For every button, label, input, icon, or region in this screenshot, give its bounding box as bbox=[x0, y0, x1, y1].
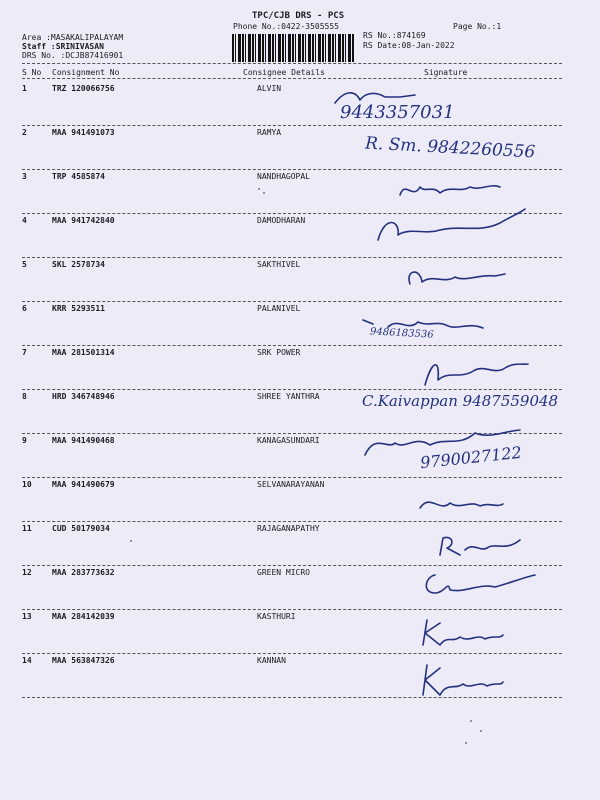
row-separator bbox=[22, 609, 562, 610]
row-consignment-number: MAA 941490679 bbox=[52, 480, 115, 489]
row-consignee-name: KASTHURI bbox=[257, 612, 296, 621]
signature-row-7 bbox=[420, 350, 530, 390]
handwritten-phone-row-9: 9790027122 bbox=[419, 442, 523, 473]
page-number: Page No.:1 bbox=[453, 22, 502, 31]
row-consignment-number: MAA 941742840 bbox=[52, 216, 115, 225]
col-header-sno: S No bbox=[22, 68, 42, 77]
handwritten-name-row-8: C.Kaivappan 9487559048 bbox=[362, 392, 559, 410]
row-consignment-number: MAA 941491073 bbox=[52, 128, 115, 137]
row-separator bbox=[22, 345, 562, 346]
row-consignment-number: HRD 346748946 bbox=[52, 392, 115, 401]
row-separator bbox=[22, 169, 562, 170]
scan-speck bbox=[465, 742, 467, 744]
col-header-consignment: Consignment No bbox=[52, 68, 120, 77]
scan-speck bbox=[470, 720, 472, 722]
row-consignment-number: SKL 2578734 bbox=[52, 260, 105, 269]
row-serial-number: 11 bbox=[22, 524, 32, 533]
scan-speck bbox=[263, 192, 265, 194]
row-serial-number: 10 bbox=[22, 480, 32, 489]
row-consignee-name: RAMYA bbox=[257, 128, 282, 137]
row-consignment-number: TRP 4585874 bbox=[52, 172, 105, 181]
row-consignee-name: GREEN MICRO bbox=[257, 568, 310, 577]
barcode bbox=[232, 34, 354, 62]
row-separator bbox=[22, 477, 562, 478]
row-serial-number: 5 bbox=[22, 260, 27, 269]
handwritten-phone-row-6: 9486183536 bbox=[369, 326, 434, 341]
signature-row-3 bbox=[395, 175, 505, 205]
row-separator bbox=[22, 125, 562, 126]
handwritten-phone-row-1: 9443357031 bbox=[340, 102, 455, 123]
row-consignee-name: SHREE YANTHRA bbox=[257, 392, 320, 401]
row-serial-number: 3 bbox=[22, 172, 27, 181]
signature-row-5 bbox=[400, 262, 510, 292]
row-consignee-name: SELVANARAYANAN bbox=[257, 480, 325, 489]
row-consignee-name: KANAGASUNDARI bbox=[257, 436, 320, 445]
row-serial-number: 9 bbox=[22, 436, 27, 445]
signature-row-4 bbox=[370, 205, 530, 250]
row-separator bbox=[22, 257, 562, 258]
drs-number: DRS No. :DCJB87416901 bbox=[22, 51, 124, 60]
row-serial-number: 14 bbox=[22, 656, 32, 665]
row-serial-number: 13 bbox=[22, 612, 32, 621]
row-consignee-name: ALVIN bbox=[257, 84, 282, 93]
scan-speck bbox=[480, 730, 482, 732]
row-consignee-name: RAJAGANAPATHY bbox=[257, 524, 320, 533]
row-serial-number: 6 bbox=[22, 304, 27, 313]
row-consignee-name: SRK POWER bbox=[257, 348, 301, 357]
phone-number: Phone No.:0422-3505555 bbox=[233, 22, 339, 31]
row-separator bbox=[22, 521, 562, 522]
row-serial-number: 2 bbox=[22, 128, 27, 137]
signature-row-11 bbox=[435, 530, 525, 560]
handwritten-phone-row-2: R. Sm. 9842260556 bbox=[364, 133, 536, 163]
staff-label: Staff :SRINIVASAN bbox=[22, 42, 104, 51]
document-title: TPC/CJB DRS - PCS bbox=[252, 11, 345, 21]
row-consignment-number: MAA 283773632 bbox=[52, 568, 115, 577]
col-header-signature: Signature bbox=[424, 68, 468, 77]
row-consignment-number: TRZ 120066756 bbox=[52, 84, 115, 93]
row-consignment-number: MAA 281501314 bbox=[52, 348, 115, 357]
row-serial-number: 12 bbox=[22, 568, 32, 577]
scan-speck bbox=[130, 540, 132, 542]
row-consignee-name: KANNAN bbox=[257, 656, 286, 665]
row-consignee-name: SAKTHIVEL bbox=[257, 260, 301, 269]
row-consignee-name: DAMODHARAN bbox=[257, 216, 306, 225]
area-label: Area :MASAKALIPALAYAM bbox=[22, 33, 124, 42]
rs-number: RS No.:874169 bbox=[363, 31, 426, 40]
signature-row-12 bbox=[420, 565, 540, 600]
row-serial-number: 8 bbox=[22, 392, 27, 401]
row-consignment-number: CUD 50179034 bbox=[52, 524, 110, 533]
row-separator bbox=[22, 301, 562, 302]
row-consignee-name: NANDHAGOPAL bbox=[257, 172, 310, 181]
header-bottom-rule bbox=[22, 78, 562, 79]
signature-row-10 bbox=[415, 488, 505, 518]
row-consignment-number: KRR 5293511 bbox=[52, 304, 105, 313]
row-serial-number: 1 bbox=[22, 84, 27, 93]
row-serial-number: 4 bbox=[22, 216, 27, 225]
rs-date: RS Date:08-Jan-2022 bbox=[363, 41, 455, 50]
row-separator bbox=[22, 653, 562, 654]
header-top-rule bbox=[22, 63, 562, 64]
row-consignee-name: PALANIVEL bbox=[257, 304, 301, 313]
row-consignment-number: MAA 563847326 bbox=[52, 656, 115, 665]
signature-row-14 bbox=[415, 660, 505, 700]
col-header-consignee: Consignee Details bbox=[243, 68, 325, 77]
row-consignment-number: MAA 284142039 bbox=[52, 612, 115, 621]
scan-speck bbox=[258, 188, 260, 190]
signature-row-13 bbox=[415, 615, 505, 650]
row-consignment-number: MAA 941490468 bbox=[52, 436, 115, 445]
row-serial-number: 7 bbox=[22, 348, 27, 357]
